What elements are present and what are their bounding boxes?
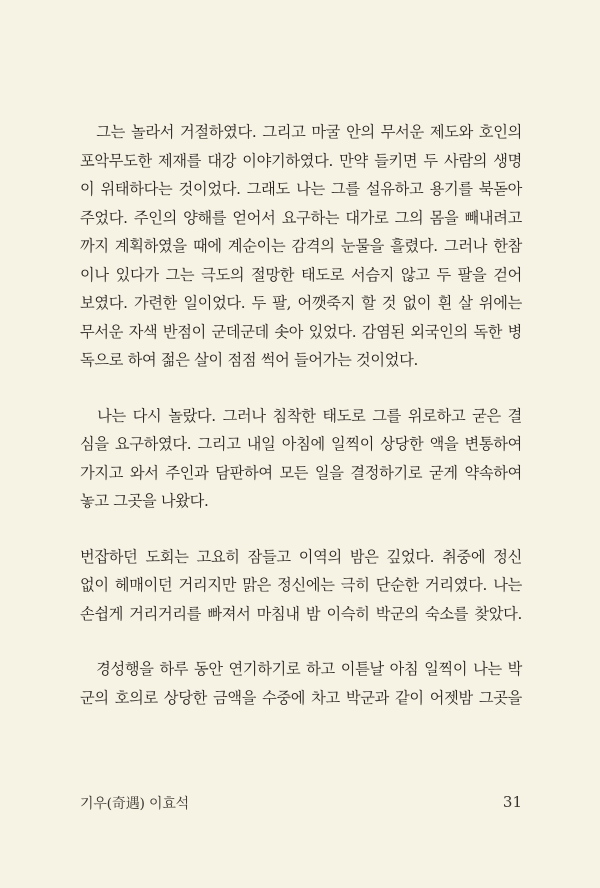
paragraph-gap — [80, 516, 522, 543]
text-line: 심을 요구하였다. 그리고 내일 아침에 일찍이 상당한 액을 변통하여 — [80, 435, 522, 453]
text-line: 이 위태하다는 것이었다. 그래도 나는 그를 설유하고 용기를 북돋아 — [80, 180, 522, 198]
text-line: 손쉽게 거리거리를 빠져서 마침내 밤 이슥히 박군의 숙소를 찾았다. — [80, 604, 522, 623]
page-footer — [80, 793, 522, 817]
text-line: 군의 호의로 상당한 금액을 수중에 차고 박군과 같이 어젯밤 그곳을 — [80, 688, 522, 707]
paragraph-gap — [80, 375, 522, 402]
text-line: 가지고 와서 주인과 담판하여 모든 일을 결정하기로 굳게 약속하여 — [80, 463, 522, 482]
text-line: 이나 있다가 그는 극도의 절망한 태도로 서슴지 않고 두 팔을 걷어 — [80, 265, 522, 284]
text-line: 그는 놀라서 거절하였다. 그리고 마굴 안의 무서운 제도와 호인의 — [80, 123, 522, 141]
text-line: 포악무도한 제재를 대강 이야기하였다. 만약 들키면 두 사람의 생명 — [80, 151, 522, 170]
paragraph-gap — [80, 628, 522, 655]
text-line: 무서운 자색 반점이 군데군데 솟아 있었다. 감염된 외국인의 독한 병 — [80, 322, 522, 341]
paragraph-2 — [80, 402, 522, 516]
text-line: 까지 계획하였을 때에 계순이는 감격의 눈물을 흘렸다. 그러나 한참 — [80, 237, 522, 255]
text-line: 경성행을 하루 동안 연기하기로 하고 이튿날 아침 일찍이 나는 박 — [80, 660, 522, 678]
running-title: 기우(奇遇) 이효석 — [80, 796, 189, 812]
paragraph-1 — [80, 118, 522, 375]
text-line: 주었다. 주인의 양해를 얻어서 요구하는 대가로 그의 몸을 빼내려고 — [80, 208, 522, 227]
text-line: 없이 헤매이던 거리지만 맑은 정신에는 극히 단순한 거리였다. 나는 — [80, 576, 522, 594]
text-line: 나는 다시 놀랐다. 그러나 침착한 태도로 그를 위로하고 굳은 결 — [80, 406, 522, 425]
body-text — [80, 118, 522, 712]
page-number: 31 — [502, 793, 522, 811]
text-line: 놓고 그곳을 나왔다. — [80, 492, 209, 510]
paragraph-4 — [80, 655, 522, 712]
text-line: 독으로 하여 젊은 살이 점점 썩어 들어가는 것이었다. — [80, 351, 419, 369]
text-line: 보였다. 가련한 일이었다. 두 팔, 어깻죽지 할 것 없이 흰 살 위에는 — [80, 294, 522, 312]
text-line: 번잡하던 도회는 고요히 잠들고 이역의 밤은 깊었다. 취중에 정신 — [80, 547, 522, 566]
paragraph-3 — [80, 543, 522, 629]
